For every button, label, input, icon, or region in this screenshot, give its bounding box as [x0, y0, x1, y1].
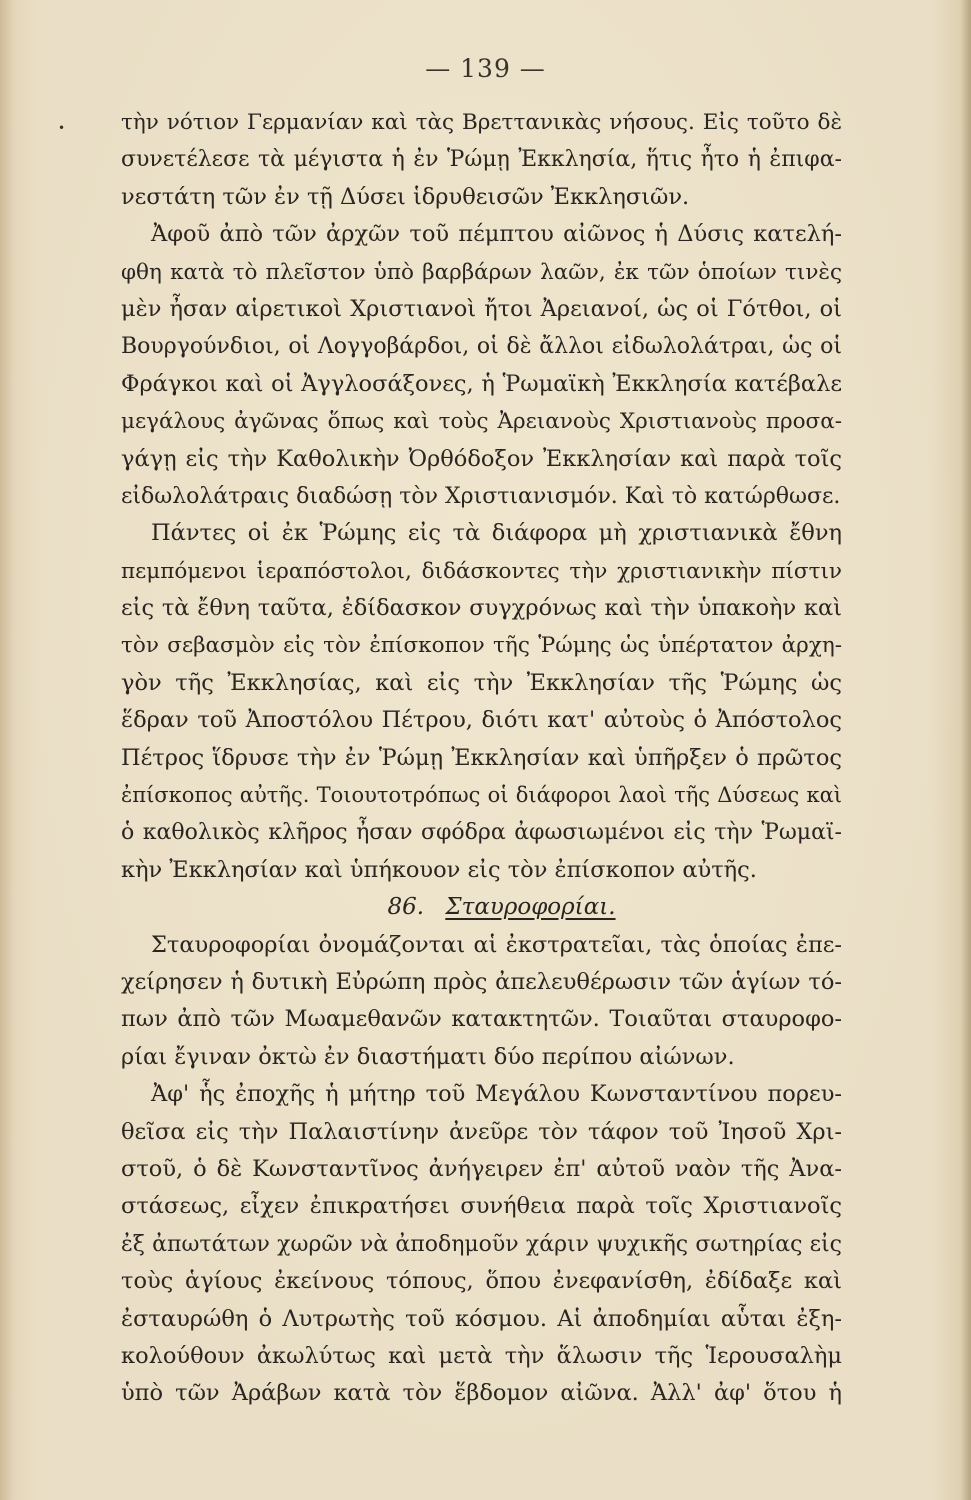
text-line: στάσεως, εἶχεν ἐπικρατήσει συνήθεια παρὰ τοῖς Χριστιανοῖς [121, 1193, 842, 1220]
text-line: συνετέλεσε τὰ μέγιστα ἡ ἐν Ῥώμῃ Ἐκκλησία, ἥτις ἦτο ἡ ἐπιφα- [121, 147, 842, 173]
text-line: χείρησεν ἡ δυτικὴ Εὐρώπη πρὸς ἀπελευθέρωσιν τῶν ἁγίων τό- [121, 968, 842, 995]
section-heading [121, 889, 842, 926]
text-line: ἐξ ἀπωτάτων χωρῶν νὰ ἀποδημοῦν χάριν ψυχικῆς σωτηρίας εἰς [121, 1231, 842, 1257]
page-number: — 139 — [425, 54, 546, 83]
text-line: γὸν τῆς Ἐκκλησίας, καὶ εἰς τὴν Ἐκκλησίαν τῆς Ῥώμης ὡς [121, 669, 842, 696]
text-line: μεγάλους ἀγῶνας ὅπως καὶ τοὺς Ἀρειανοὺς Χριστιανοὺς προσα- [121, 409, 842, 435]
text-line: τοὺς ἁγίους ἐκείνους τόπους, ὅπου ἐνεφανίσθη, ἐδίδαξε καὶ [121, 1268, 842, 1295]
text-line: ρίαι ἔγιναν ὀκτὼ ἐν διαστήματι δύο περίπου αἰώνων. [121, 1043, 735, 1070]
text-line: ἐσταυρώθη ὁ Λυτρωτὴς τοῦ κόσμου. Αἱ ἀποδημίαι αὗται ἐξη- [121, 1305, 842, 1332]
margin-bullet-mark: • [58, 121, 66, 135]
text-line: Πέτρος ἵδρυσε τὴν ἐν Ῥώμῃ Ἐκκλησίαν καὶ ὑπῆρξεν ὁ πρῶτος [121, 744, 842, 771]
text-line: νεστάτη τῶν ἐν τῇ Δύσει ἱδρυθεισῶν Ἐκκλησιῶν. [121, 183, 690, 210]
text-line: Σταυροφορίαι ὀνομάζονται αἱ ἐκστρατεῖαι, τὰς ὁποίας ἐπε- [151, 931, 842, 958]
text-line: πεμπόμενοι ἱεραπόστολοι, διδάσκοντες τὴν χριστιανικὴν πίστιν [121, 558, 842, 584]
page-text-block [121, 104, 842, 1413]
text-line: Ἀφ' ἧς ἐποχῆς ἡ μήτηρ τοῦ Μεγάλου Κωνσταντίνου πορευ- [151, 1081, 842, 1108]
page-edge-shadow [961, 0, 971, 1500]
text-line: Βουργούνδιοι, οἱ Λογγοβάρδοι, οἱ δὲ ἄλλοι εἰδωλολάτραι, ὡς οἱ [121, 334, 842, 360]
text-line: ὁ καθολικὸς κλῆρος ἦσαν σφόδρα ἀφωσιωμένοι εἰς τὴν Ῥωμαϊ- [121, 820, 842, 846]
text-line: εἰς τὰ ἔθνη ταῦτα, ἐδίδασκον συγχρόνως καὶ τὴν ὑπακοὴν καὶ [121, 595, 842, 622]
text-line: Πάντες οἱ ἐκ Ῥώμης εἰς τὰ διάφορα μὴ χριστιανικὰ ἔθνη [151, 520, 842, 547]
text-line: πων ἀπὸ τῶν Μωαμεθανῶν κατακτητῶν. Τοιαῦται σταυροφο- [121, 1006, 842, 1033]
text-line: κολούθουν ἀκωλύτως καὶ μετὰ τὴν ἅλωσιν τῆς Ἱερουσαλὴμ [121, 1342, 842, 1369]
text-line: κὴν Ἐκκλησίαν καὶ ὑπήκουον εἰς τὸν ἐπίσκοπον αὐτῆς. [121, 856, 757, 883]
text-line: μὲν ἦσαν αἱρετικοὶ Χριστιανοὶ ἤτοι Ἀρειανοί, ὡς οἱ Γότθοι, οἱ [121, 295, 842, 322]
text-line: ἐπίσκοπος αὐτῆς. Τοιουτοτρόπως οἱ διάφοροι λαοὶ τῆς Δύσεως καὶ [121, 783, 842, 808]
text-line: Φράγκοι καὶ οἱ Ἀγγλοσάξονες, ἡ Ῥωμαϊκὴ Ἐκκλησία κατέβαλε [121, 370, 842, 397]
text-line: φθη κατὰ τὸ πλεῖστον ὑπὸ βαρβάρων λαῶν, ἐκ τῶν ὁποίων τινὲς [121, 259, 842, 285]
text-line: Ἀφοῦ ἀπὸ τῶν ἀρχῶν τοῦ πέμπτου αἰῶνος ἡ Δύσις κατελή- [151, 221, 842, 248]
section-paragraphs [121, 927, 842, 1413]
text-line: ὑπὸ τῶν Ἀράβων κατὰ τὸν ἕβδομον αἰῶνα. Ἀλλ' ἀφ' ὅτου ἡ [121, 1380, 842, 1407]
body-paragraphs [121, 104, 842, 889]
text-line: γάγῃ εἰς τὴν Καθολικὴν Ὀρθόδοξον Ἐκκλησίαν καὶ παρὰ τοῖς [121, 445, 842, 472]
text-line: θεῖσα εἰς τὴν Παλαιστίνην ἀνεῦρε τὸν τάφον τοῦ Ἰησοῦ Χρι- [121, 1118, 842, 1145]
text-line: τὸν σεβασμὸν εἰς τὸν ἐπίσκοπον τῆς Ῥώμης ὡς ὑπέρτατον ἀρχη- [121, 633, 842, 659]
section-number: 86. [387, 894, 425, 921]
text-line: ἕδραν τοῦ Ἀποστόλου Πέτρου, διότι κατ' αὐτοὺς ὁ Ἀπόστολος [121, 707, 842, 734]
section-title: Σταυροφορίαι. [445, 894, 616, 921]
text-line: στοῦ, ὁ δὲ Κωνσταντῖνος ἀνήγειρεν ἐπ' αὐτοῦ ναὸν τῆς Ἀνα- [121, 1155, 842, 1182]
text-line: τὴν νότιον Γερμανίαν καὶ τὰς Βρεττανικὰς νήσους. Εἰς τοῦτο δὲ [121, 110, 842, 135]
text-line: εἰδωλολάτραις διαδώσῃ τὸν Χριστιανισμόν. Καὶ τὸ κατώρθωσε. [121, 483, 841, 509]
